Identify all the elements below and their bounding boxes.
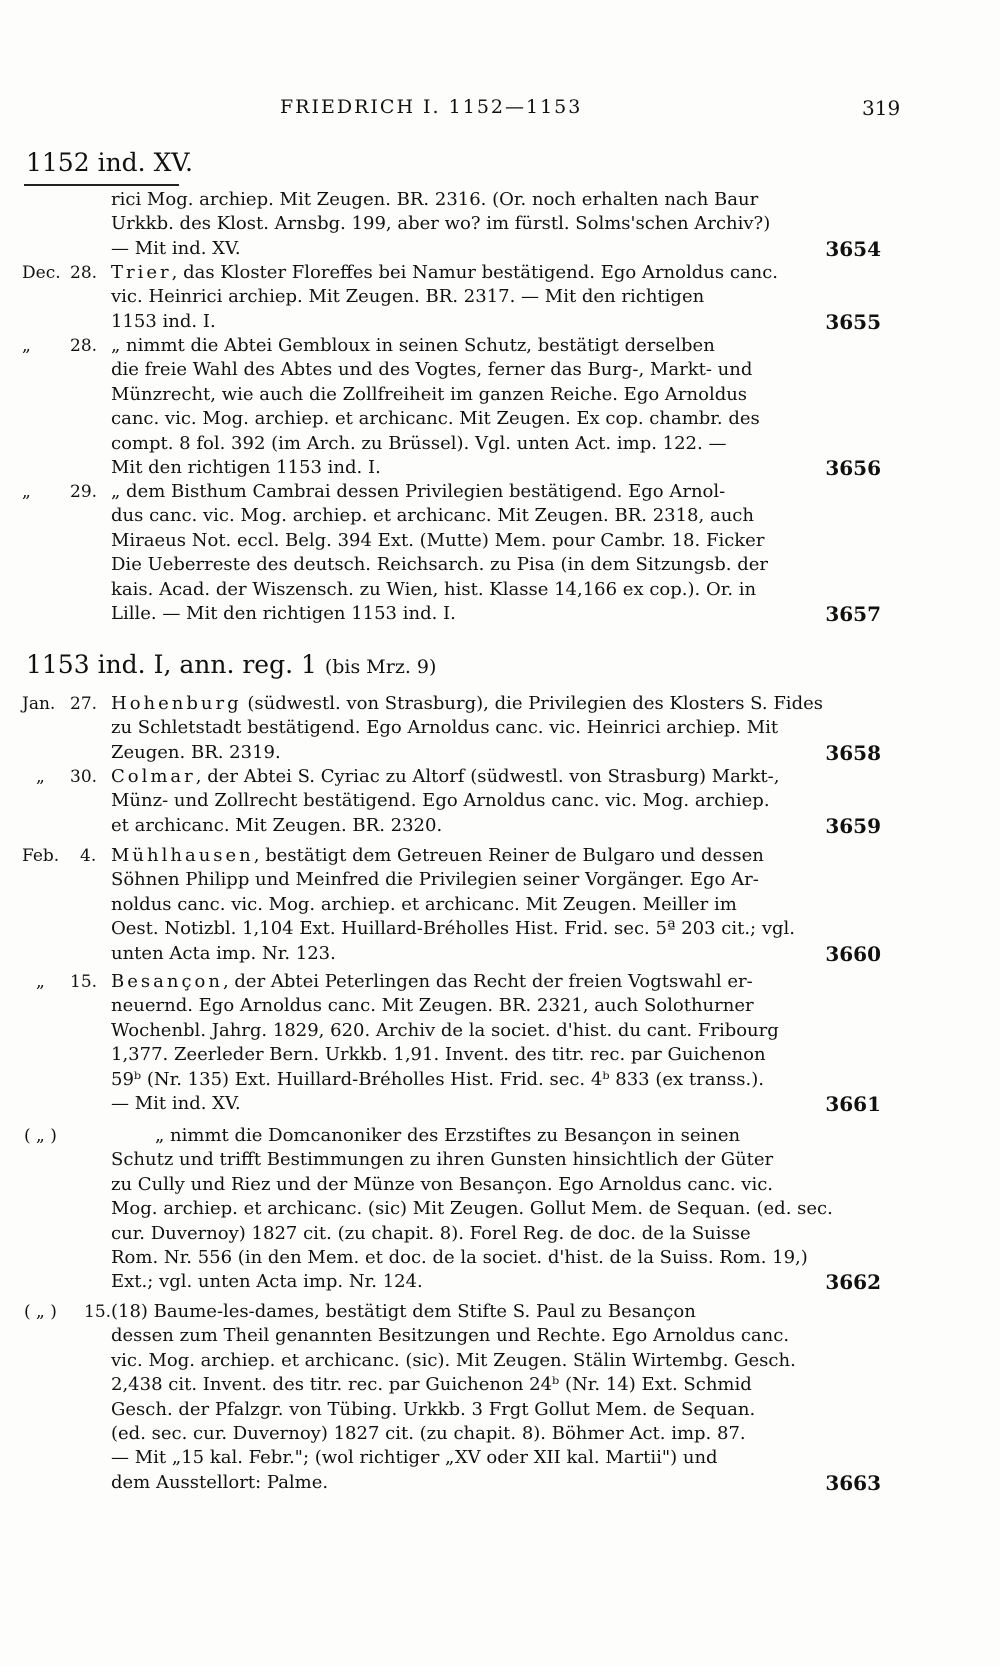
section-label: 1153 ind. I, ann. reg. 1 [26, 650, 317, 679]
date-month: Jan. [22, 694, 56, 714]
text-line-content: (südwestl. von Strasburg), die Privilegien des Klosters S. Fides [241, 693, 823, 714]
text-line: Söhnen Philipp und Meinfred die Privilegien seiner Vorgänger. Ego Ar- [111, 869, 759, 891]
date-day: 29. [70, 482, 98, 502]
place-name: Colmar [111, 766, 196, 787]
text-line-content: — Mit ind. XV. [111, 237, 241, 259]
section-heading-1152 [26, 150, 193, 175]
regest-number: 3661 [825, 1091, 881, 1116]
text-line [111, 261, 881, 285]
text-line: Münzrecht, wie auch die Zollfreiheit im ganzen Reiche. Ego Arnoldus [111, 383, 748, 405]
text-line: Oest. Notizbl. 1,104 Ext. Huillard-Bréholles Hist. Frid. sec. 5ª 203 cit.; vgl. [111, 918, 796, 940]
running-head [0, 96, 1000, 126]
text-line-content: 1153 ind. I. [111, 310, 216, 332]
text-line: cur. Duvernoy) 1827 cit. (zu chapit. 8). Forel Reg. de doc. de la Suisse [111, 1222, 751, 1244]
text-line: vic. Heinrici archiep. Mit Zeugen. BR. 2317. — Mit den richtigen [111, 286, 705, 308]
text-line-last [111, 814, 881, 838]
regest-number: 3660 [825, 941, 881, 966]
text-line-last [111, 1092, 881, 1116]
text-line: die freie Wahl des Abtes und des Vogtes, ferner das Burg-, Markt- und [111, 359, 753, 381]
section-rule [24, 184, 179, 186]
text-line: Miraeus Not. eccl. Belg. 394 Ext. (Mutte) Mem. pour Cambr. 18. Ficker [111, 529, 765, 551]
text-line-last [111, 237, 881, 261]
text-line-content: Ext.; vgl. unten Acta imp. Nr. 124. [111, 1271, 423, 1293]
regest-number: 3659 [825, 813, 881, 838]
regest-number: 3657 [825, 601, 881, 626]
text-line: vic. Mog. archiep. et archicanc. (sic). Mit Zeugen. Stälin Wirtembg. Gesch. [111, 1349, 796, 1371]
regest-number: 3662 [825, 1270, 881, 1295]
text-line: Wochenbl. Jahrg. 1829, 620. Archiv de la societ. d'hist. du cant. Fribourg [111, 1019, 779, 1041]
text-line-content: Zeugen. BR. 2319. [111, 741, 281, 763]
place-name: Besançon [111, 971, 223, 992]
text-line-last [111, 602, 881, 626]
text-line-content: , bestätigt dem Getreuen Reiner de Bulgaro und dessen [253, 845, 764, 866]
regest-number: 3654 [825, 236, 881, 261]
date-month: Feb. [22, 846, 60, 866]
text-line: kais. Acad. der Wiszensch. zu Wien, hist. Klasse 14,166 ex cop.). Or. in [111, 578, 757, 600]
date-day: 28. [70, 263, 98, 283]
date-day: 15. [84, 1302, 112, 1322]
regest-number: 3658 [825, 740, 881, 765]
text-line-last [111, 1471, 881, 1495]
text-line: 1,377. Zeerleder Bern. Urkkb. 1,91. Invent. des titr. rec. par Guichenon [111, 1044, 766, 1066]
text-line: Mog. archiep. et archicanc. (sic) Mit Zeugen. Gollut Mem. de Sequan. (ed. sec. [111, 1198, 833, 1220]
regest-number: 3655 [825, 309, 881, 334]
entry-text [111, 844, 881, 966]
date-month: ( „ ) [24, 1126, 57, 1146]
entry-text [111, 1124, 881, 1295]
text-line [111, 970, 881, 994]
text-line-content: — Mit ind. XV. [111, 1092, 241, 1114]
text-line: Münz- und Zollrecht bestätigend. Ego Arnoldus canc. vic. Mog. archiep. [111, 790, 770, 812]
text-line: 59ᵇ (Nr. 135) Ext. Huillard-Bréholles Hist. Frid. sec. 4ᵇ 833 (ex transs.). [111, 1068, 764, 1090]
text-line-last [111, 456, 881, 480]
page-number: 319 [862, 96, 901, 120]
date-month: „ [22, 336, 31, 356]
text-line: compt. 8 fol. 392 (im Arch. zu Brüssel). Vgl. unten Act. imp. 122. — [111, 432, 727, 454]
date-day: 4. [80, 846, 97, 866]
date-month: „ [36, 972, 45, 992]
date-day: 27. [70, 694, 98, 714]
regest-number: 3663 [825, 1470, 881, 1495]
entry-text [111, 334, 881, 480]
section-heading-1153 [26, 652, 436, 677]
text-line: canc. vic. Mog. archiep. et archicanc. Mit Zeugen. Ex cop. chambr. des [111, 408, 760, 430]
date-day: 15. [70, 972, 98, 992]
place-name: Hohenburg [111, 693, 242, 714]
text-line: rici Mog. archiep. Mit Zeugen. BR. 2316. (Or. noch erhalten nach Baur [111, 189, 759, 210]
text-line-content: Mit den richtigen 1153 ind. I. [111, 456, 381, 478]
date-day: 28. [70, 336, 98, 356]
date-day: 30. [70, 767, 98, 787]
place-name: Trier [111, 262, 172, 283]
entry-text [111, 692, 881, 765]
entry-text [111, 970, 881, 1116]
date-month: ( „ ) [24, 1302, 57, 1322]
text-line: 2,438 cit. Invent. des titr. rec. par Guichenon 24ᵇ (Nr. 14) Ext. Schmid [111, 1374, 752, 1396]
text-line-content: , das Kloster Floreffes bei Namur bestätigend. Ego Arnoldus canc. [171, 262, 779, 283]
text-line-content: Lille. — Mit den richtigen 1153 ind. I. [111, 602, 456, 624]
text-line: dus canc. vic. Mog. archiep. et archicanc. Mit Zeugen. BR. 2318, auch [111, 505, 754, 527]
regest-number: 3656 [825, 455, 881, 480]
entry-text [111, 1300, 881, 1495]
text-line: „ nimmt die Domcanoniker des Erzstiftes zu Besançon in seinen [155, 1125, 741, 1146]
running-title: FRIEDRICH I. 1152—1153 [280, 96, 583, 118]
text-line: zu Cully und Riez und der Münze von Besançon. Ego Arnoldus canc. vic. [111, 1173, 774, 1195]
date-month: „ [22, 482, 31, 502]
entry-text [111, 480, 881, 626]
text-line: (ed. sec. cur. Duvernoy) 1827 cit. (zu chapit. 8). Böhmer Act. imp. 87. [111, 1422, 746, 1444]
text-line [111, 844, 881, 868]
text-line: zu Schletstadt bestätigend. Ego Arnoldus canc. vic. Heinrici archiep. Mit [111, 717, 779, 739]
section-sublabel: (bis Mrz. 9) [324, 656, 437, 678]
text-line-content: dem Ausstellort: Palme. [111, 1471, 329, 1493]
text-line: Urkkb. des Klost. Arnsbg. 199, aber wo? im fürstl. Solms'schen Archiv?) [111, 213, 771, 235]
text-line-last [111, 942, 881, 966]
date-month: „ [36, 767, 45, 787]
text-line: (18) Baume-les-dames, bestätigt dem Stifte S. Paul zu Besançon [111, 1301, 696, 1322]
text-line [111, 692, 881, 716]
text-line: neuernd. Ego Arnoldus canc. Mit Zeugen. BR. 2321, auch Solothurner [111, 995, 754, 1017]
place-name: Mühlhausen [111, 845, 254, 866]
text-line: „ nimmt die Abtei Gembloux in seinen Schutz, bestätigt derselben [111, 335, 715, 356]
text-line: noldus canc. vic. Mog. archiep. et archicanc. Mit Zeugen. Meiller im [111, 893, 737, 915]
date-month: Dec. [22, 263, 61, 283]
text-line-content: , der Abtei S. Cyriac zu Altorf (südwestl. von Strasburg) Markt-, [195, 766, 780, 787]
text-line-content: unten Acta imp. Nr. 123. [111, 942, 336, 964]
text-line: — Mit „15 kal. Febr."; (wol richtiger „XV oder XII kal. Martii") und [111, 1447, 718, 1469]
text-line: „ dem Bisthum Cambrai dessen Privilegien bestätigend. Ego Arnol- [111, 481, 726, 502]
text-line: Schutz und trifft Bestimmungen zu ihren Gunsten hinsichtlich der Güter [111, 1149, 774, 1171]
text-line-last [111, 741, 881, 765]
text-line-content: et archicanc. Mit Zeugen. BR. 2320. [111, 814, 443, 836]
text-line-last [111, 1270, 881, 1294]
text-line: Gesch. der Pfalzgr. von Tübing. Urkkb. 3 Frgt Gollut Mem. de Sequan. [111, 1398, 756, 1420]
text-line-content: , der Abtei Peterlingen das Recht der freien Vogtswahl er- [222, 971, 753, 992]
entry-text [111, 188, 881, 261]
text-line-last [111, 310, 881, 334]
entry-text [111, 765, 881, 838]
text-line: Die Ueberreste des deutsch. Reichsarch. zu Pisa (in dem Sitzungsb. der [111, 554, 768, 576]
entry-text [111, 261, 881, 334]
text-line [111, 765, 881, 789]
section-label: 1152 ind. XV. [26, 148, 193, 177]
text-line: Rom. Nr. 556 (in den Mem. et doc. de la societ. d'hist. de la Suiss. Rom. 19,) [111, 1246, 808, 1268]
text-line: dessen zum Theil genannten Besitzungen und Rechte. Ego Arnoldus canc. [111, 1325, 790, 1347]
